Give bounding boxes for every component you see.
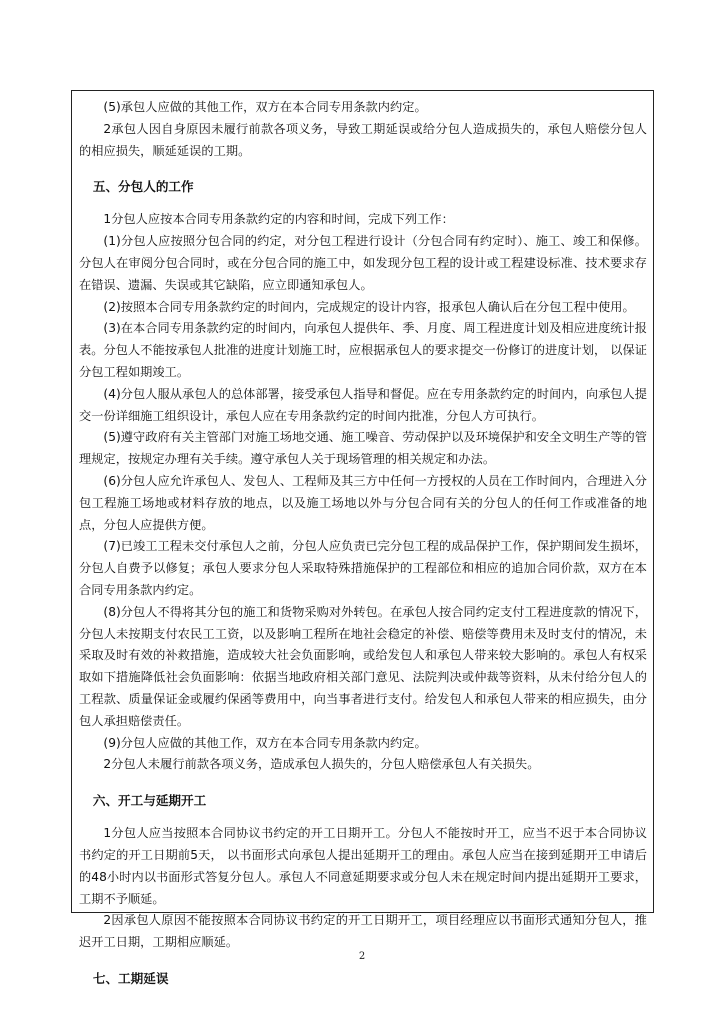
- body-paragraph: 1分包人应按本合同专用条款约定的内容和时间，完成下列工作：: [103, 212, 454, 227]
- document-body: [72, 91, 653, 989]
- body-paragraph: (5)承包人应做的其他工作，双方在本合同专用条款内约定。: [103, 100, 427, 114]
- section-heading: 六、开工与延期开工: [92, 793, 207, 809]
- content-frame: [71, 90, 654, 986]
- body-paragraph: (8)分包人不得将其分包的施工和货物采购对外转包。在承包人按合同约定支付工程进度款的情况下，分包人未按期支付农民工工资，以及影响工程所在地社会稳定的补偿、赔偿等费用未及时支付的情况，未采取及时有效的补救措施，造成较大社会负面影响，或给发包人和承包人带来较大影响的。承包人有权采取如下措施降低社会负面影响：依据当地政府相关部门意见、法院判决或仲裁等资料，从未付给分包人的工程款、质量保证金或履约保函等费用中，向当事者进行支付。给发包人和承包人带来的相应损失，由分包人承担赔偿责任。: [79, 604, 648, 728]
- body-paragraph: (7)已竣工工程未交付承包人之前，分包人应负责已完分包工程的成品保护工作，保护期间发生损坏，分包人自费予以修复；承包人要求分包人采取特殊措施保护的工程部位和相应的追加合同价款，双方在本合同专用条款内约定。: [79, 539, 648, 597]
- section-heading: 五、分包人的工作: [92, 179, 194, 195]
- body-paragraph: 1分包人应当按照本合同协议书约定的开工日期开工。分包人不能按时开工，应当不迟于本合同协议书约定的开工日期前5天， 以书面形式向承包人提出延期开工的理由。承包人应当在接到延期开工申请后的48小时内以书面形式答复分包人。承包人不同意延期要求或分包人未在规定时间内提出延期开工要求，工期不予顺延。: [79, 826, 647, 906]
- spacer: [79, 776, 647, 790]
- spacer: [79, 197, 647, 209]
- body-paragraph: 2分包人未履行前款各项义务，造成承包人损失的，分包人赔偿承包人有关损失。: [103, 757, 540, 772]
- section-heading: 七、工期延误: [92, 970, 169, 986]
- body-paragraph: (1)分包人应按照分包合同的约定，对分包工程进行设计（分包合同有约定时）、施工、竣工和保修。分包人在审阅分包合同时，或在分包合同的施工中，如发现分包工程的设计或工程建设标准、技术要求存在错误、遗漏、失误或其它缺陷，应立即通知承包人。: [79, 234, 647, 292]
- spacer: [79, 811, 647, 823]
- body-paragraph: (6)分包人应允许承包人、发包人、工程师及其三方中任何一方授权的人员在工作时间内，合理进入分包工程施工场地或材料存放的地点，以及施工场地以外与分包合同有关的分包人的任何工作或准备的地点，分包人应提供方便。: [79, 473, 648, 532]
- body-paragraph: (3)在本合同专用条款约定的时间内，向承包人提供年、季、月度、周工程进度计划及相应进度统计报表。分包人不能按承包人批准的进度计划施工时，应根据承包人的要求提交一份修订的进度计划， 以保证分包工程如期竣工。: [79, 321, 648, 379]
- spacer: [79, 162, 647, 176]
- body-paragraph: (4)分包人服从承包人的总体部署，接受承包人指导和督促。应在专用条款约定的时间内，向承包人提交一份详细施工组织设计，承包人应在专用条款约定的时间内批准，分包人方可执行。: [79, 386, 648, 423]
- body-paragraph: (2)按照本合同专用条款约定的时间内，完成规定的设计内容，报承包人确认后在分包工程中使用。: [103, 299, 635, 314]
- body-paragraph: 2因承包人原因不能按照本合同协议书约定的开工日期开工，项目经理应以书面形式通知分包人，推迟开工日期，工期相应顺延。: [79, 913, 647, 950]
- body-paragraph: (9)分包人应做的其他工作，双方在本合同专用条款内约定。: [103, 735, 427, 750]
- body-paragraph: (5)遵守政府有关主管部门对施工场地交通、施工噪音、劳动保护以及环境保护和安全文明生产等的管理规定，按规定办理有关手续。遵守承包人关于现场管理的相关规定和办法。: [79, 430, 648, 467]
- page-number: 2: [358, 951, 366, 962]
- body-paragraph: 2承包人因自身原因未履行前款各项义务，导致工期延误或给分包人造成损失的，承包人赔偿分包人的相应损失，顺延延误的工期。: [79, 121, 647, 158]
